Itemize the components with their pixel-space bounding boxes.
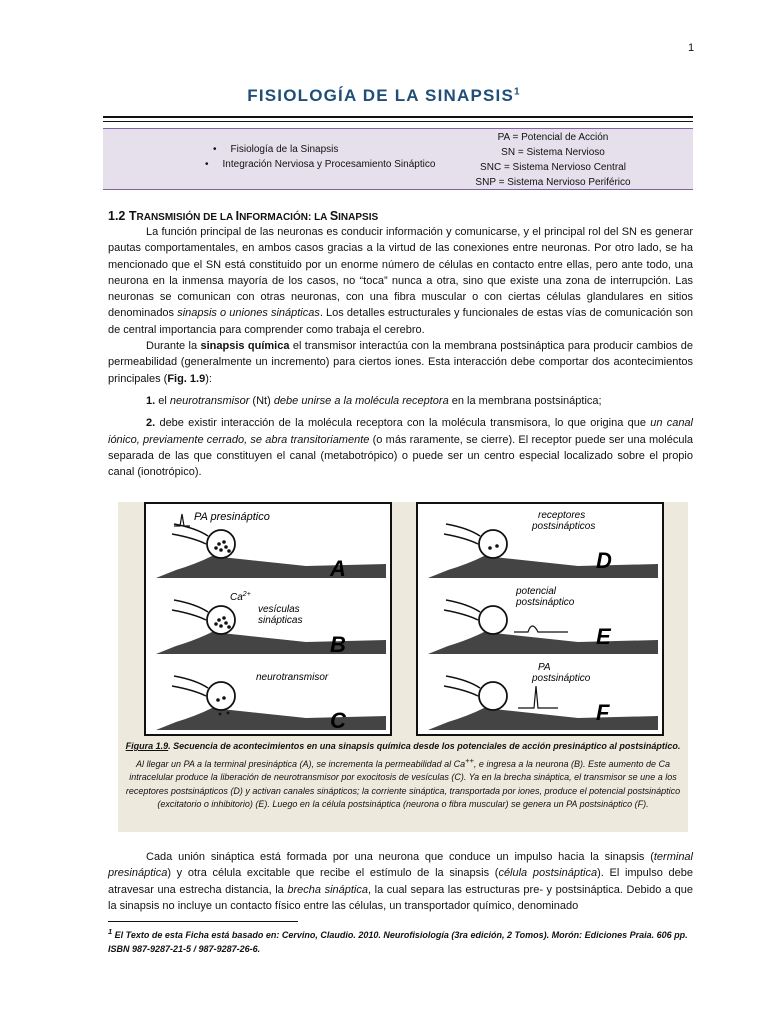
body-text-continued [108,849,693,914]
label-neurotransmisor: neurotransmisor [256,672,329,683]
abbreviation-item: SNC = Sistema Nervioso Central [480,162,626,173]
label-pa: PA [538,662,551,673]
section-heading: 1.2 TRANSMISIÓN DE LA INFORMACIÓN: LA SINAPSIS [108,209,379,223]
figure-panel-right [416,502,664,736]
stage-c [156,672,386,733]
footnote: $^1$ El Texto de esta Ficha está basado en: Cervino, Claudio. 2010. Neurofisiología (3ra edición, 2 Tomos). Morón: Ediciones Praia. 606 pp. ISBN 987-9287-21-5 / 987-9287-26-6. [108,927,688,954]
figure-caption: Figura 1.9. Secuencia de acontecimientos en una sinapsis química desde los potenciales de acción presináptico al postsináptico. Al llegar un PA a la terminal presináptica (A), se incrementa la permeabilidad al Ca++, e ingresa a la neurona (B). Este aumento de Ca intracelular produce la liberación de neurotransmisor por exocitosis de vesículas (C). Ya en la brecha sináptica, el transmisor se une a los receptores postsinápticos (D) y activan canales sinápticos; la corriente sináptica, transportada por iones, produce el potencial postsináptico (excitatorio o inhibitorio) (E). Luego en la célula postsináptica (neurona o fibra muscular) se genera un PA postsináptico (F). [125,741,681,810]
topic-item: • Integración Nerviosa y Procesamiento Sináptico [205,157,435,172]
label-pa-presinaptico: PA presináptico [194,511,270,523]
letter-d: D [596,548,612,573]
stage-e [428,586,658,654]
page-number: 1 [688,42,695,54]
abbreviation-item: SN = Sistema Nervioso [501,147,605,158]
abbreviation-item: SNP = Sistema Nervioso Periférico [475,177,631,188]
stage-f [428,662,658,730]
label-receptores: receptores [538,510,586,521]
synapse-diagram-def [418,504,662,734]
letter-e: E [596,624,611,649]
figure-panel-left [144,502,392,736]
summary-box [103,128,693,190]
label-potencial: potencial [516,586,557,597]
abbreviations-list [458,130,648,190]
letter-a: A [330,556,346,581]
topic-item: • Fisiología de la Sinapsis [213,142,435,157]
label-ca: $Ca^{2+}$ [230,591,251,603]
stage-d [428,510,658,578]
footnote-rule [108,921,298,922]
paragraph-3: Cada unión sináptica está formada por una neurona que conduce un impulso hacia la sinapsis (terminal presináptica) y otra célula excitable que recibe el estímulo de la sinapsis (célula postsináptica). El impulso debe atravesar una estrecha distancia, la brecha sináptica, la cual separa las estructuras pre- y postsináptica. Debido a que la sinapsis no incluye un contacto físico entre las células, un transportador químico, denominado [108,851,693,912]
letter-b: B [330,632,346,657]
stage-a [156,511,386,581]
label-sinapticas: sinápticas [258,615,303,626]
letter-c: C [330,708,346,733]
label-postsinaptico-f: postsináptico [532,673,591,684]
list-item-2: 2. debe existir interacción de la molécula receptora con la molécula transmisora, lo que origina que un canal iónico, previamente cerrado, se abra transitoriamente (o más raramente, se cierre). El receptor puede ser una molécula separada de las que constituyen el canal (metabotrópico) o puede ser un centro especial localizado sobre el propio canal (ionotrópico). [108,417,693,479]
letter-f: F [596,700,610,725]
synapse-diagram-abc [146,504,390,734]
list-item-1: 1. el neurotransmisor (Nt) debe unirse a la molécula receptora en la membrana postsináptica; [146,394,602,407]
paragraph-1: La función principal de las neuronas es conducir información y comunicarse, y el principal rol del SN es generar pautas comportamentales, en ambos casos gracias a la virtud de las conexiones entre neuronas. Por otro lado, se ha mencionado que el SN está constituido por un enorme número de células en contacto entre ellas, pero ante todo, una neurona en la inmensa mayoría de los casos, no “toca” nunca a otra, sino que existe una zona de interrupción. Las neuronas se comunican con otras neuronas, con una fibra muscular o con ciertas células glandulares en sitios denominados sinapsis o uniones sinápticas. Los detalles estructurales y funcionales de estas vías de comunicación son de central importancia para comprender como trabaja el cerebro. [108,226,694,336]
paragraph-2: Durante la sinapsis química el transmisor interactúa con la membrana postsináptica para producir cambios de permeabilidad (generalmente un incremento) para ciertos iones. Esta interacción debe comportar dos acontecimientos principales (Fig. 1.9): [108,340,693,385]
title-rule-thin [103,121,693,122]
title-rule-thick [103,116,693,118]
page-title: FISIOLOGÍA DE LA SINAPSIS$^1$ [247,86,521,105]
topics-list [213,142,435,172]
label-vesiculas: vesículas [258,604,300,615]
figure-1-9 [118,502,688,832]
body-text [108,224,693,480]
label-postsinapticos: postsinápticos [532,521,596,532]
abbreviation-item: PA = Potencial de Acción [497,132,609,143]
label-postsinaptico-e: postsináptico [516,597,575,608]
stage-b [156,591,386,657]
